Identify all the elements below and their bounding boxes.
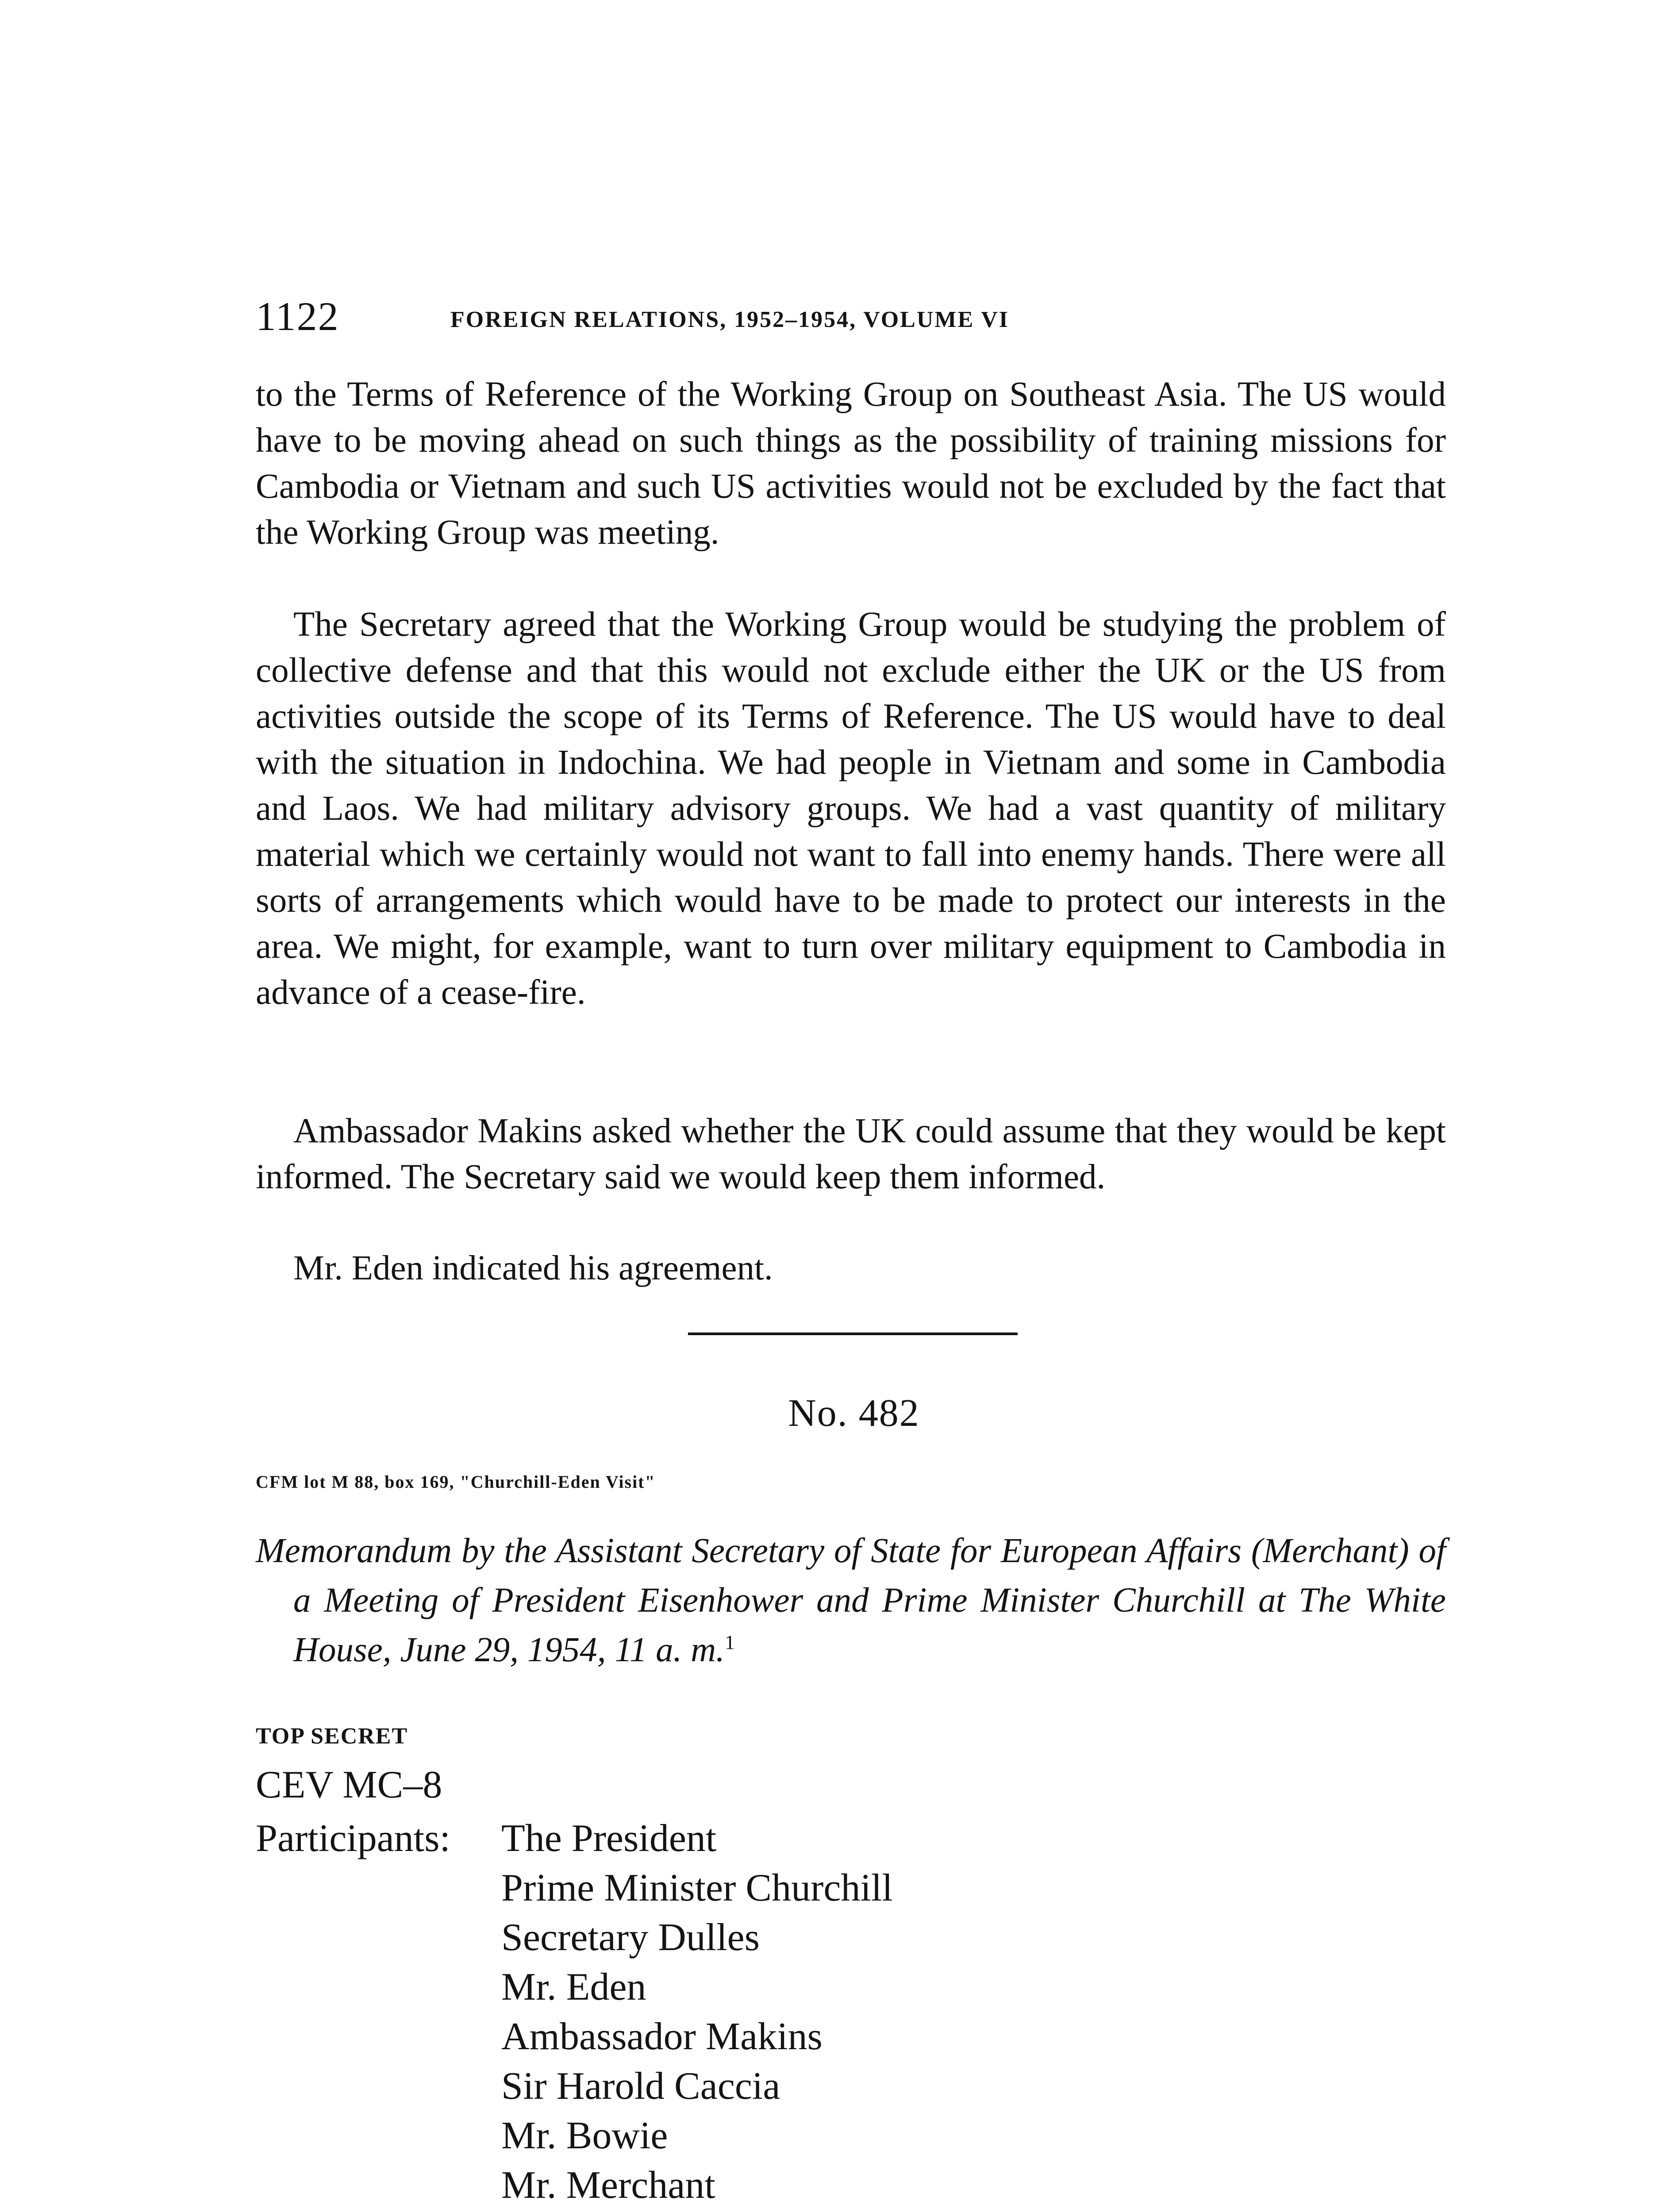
- running-title: FOREIGN RELATIONS, 1952–1954, VOLUME VI: [450, 307, 1010, 332]
- document-heading-text: Memorandum by the Assistant Secretary of State for European Affairs (Merchant) of a Meeting of President Eisenhower and Prime Minister Churchill at The White House, June 29, 1954, 11 a. m.: [256, 1532, 1446, 1669]
- footnote-reference: 1: [724, 1631, 735, 1654]
- running-header: [256, 290, 1450, 343]
- paragraph-text: Ambassador Makins asked whether the UK could assume that they would be kept informed. The Secretary said we would keep them informed.: [256, 1112, 1446, 1196]
- participant-item: Prime Minister Churchill: [501, 1866, 893, 1909]
- participant-item: Mr. Merchant: [501, 2164, 715, 2207]
- page-number: 1122: [256, 294, 339, 339]
- document-code: CEV MC–8: [256, 1763, 442, 1806]
- participants-list: [501, 1814, 1165, 2210]
- document-number: No. 482: [788, 1392, 920, 1435]
- participant-item: Sir Harold Caccia: [501, 2065, 780, 2108]
- document-heading: [256, 1526, 1446, 1675]
- participant-item: Secretary Dulles: [501, 1916, 760, 1959]
- participant-item: Mr. Bowie: [501, 2114, 668, 2157]
- paragraph-text: Mr. Eden indicated his agreement.: [293, 1249, 773, 1287]
- paragraph-text: The Secretary agreed that the Working Group would be studying the problem of collective defense and that this would not exclude either the UK or the US from activities outside the scope of its Terms of Reference. The US would have to deal with the situation in Indochina. We had people in Vietnam and some in Cambodia and Laos. We had military advisory groups. We had a vast quantity of military material which we certainly would not want to fall into enemy hands. There were all sorts of arrangements which would have to be made to protect our interests in the area. We might, for example, want to turn over military equipment to Cambodia in advance of a cease-fire.: [256, 605, 1446, 1012]
- participant-item: Mr. Eden: [501, 1966, 646, 2008]
- body-paragraph-1: [256, 372, 1446, 556]
- source-note: CFM lot M 88, box 169, "Churchill-Eden Visit": [256, 1472, 656, 1492]
- body-paragraph-4: [256, 1245, 1446, 1291]
- body-paragraph-2: [256, 602, 1446, 1016]
- participant-item: The President: [501, 1817, 717, 1860]
- participants-label: Participants:: [256, 1817, 450, 1860]
- participant-item: Ambassador Makins: [501, 2015, 822, 2058]
- paragraph-text: to the Terms of Reference of the Working Group on Southeast Asia. The US would have to be moving ahead on such things as the possibility of training missions for Cambodia or Vietnam and such US activities would not be excluded by the fact that the Working Group was meeting.: [256, 375, 1446, 552]
- classification-label: TOP SECRET: [256, 1724, 408, 1749]
- body-paragraph-3: [256, 1108, 1446, 1200]
- section-divider: [688, 1333, 1018, 1335]
